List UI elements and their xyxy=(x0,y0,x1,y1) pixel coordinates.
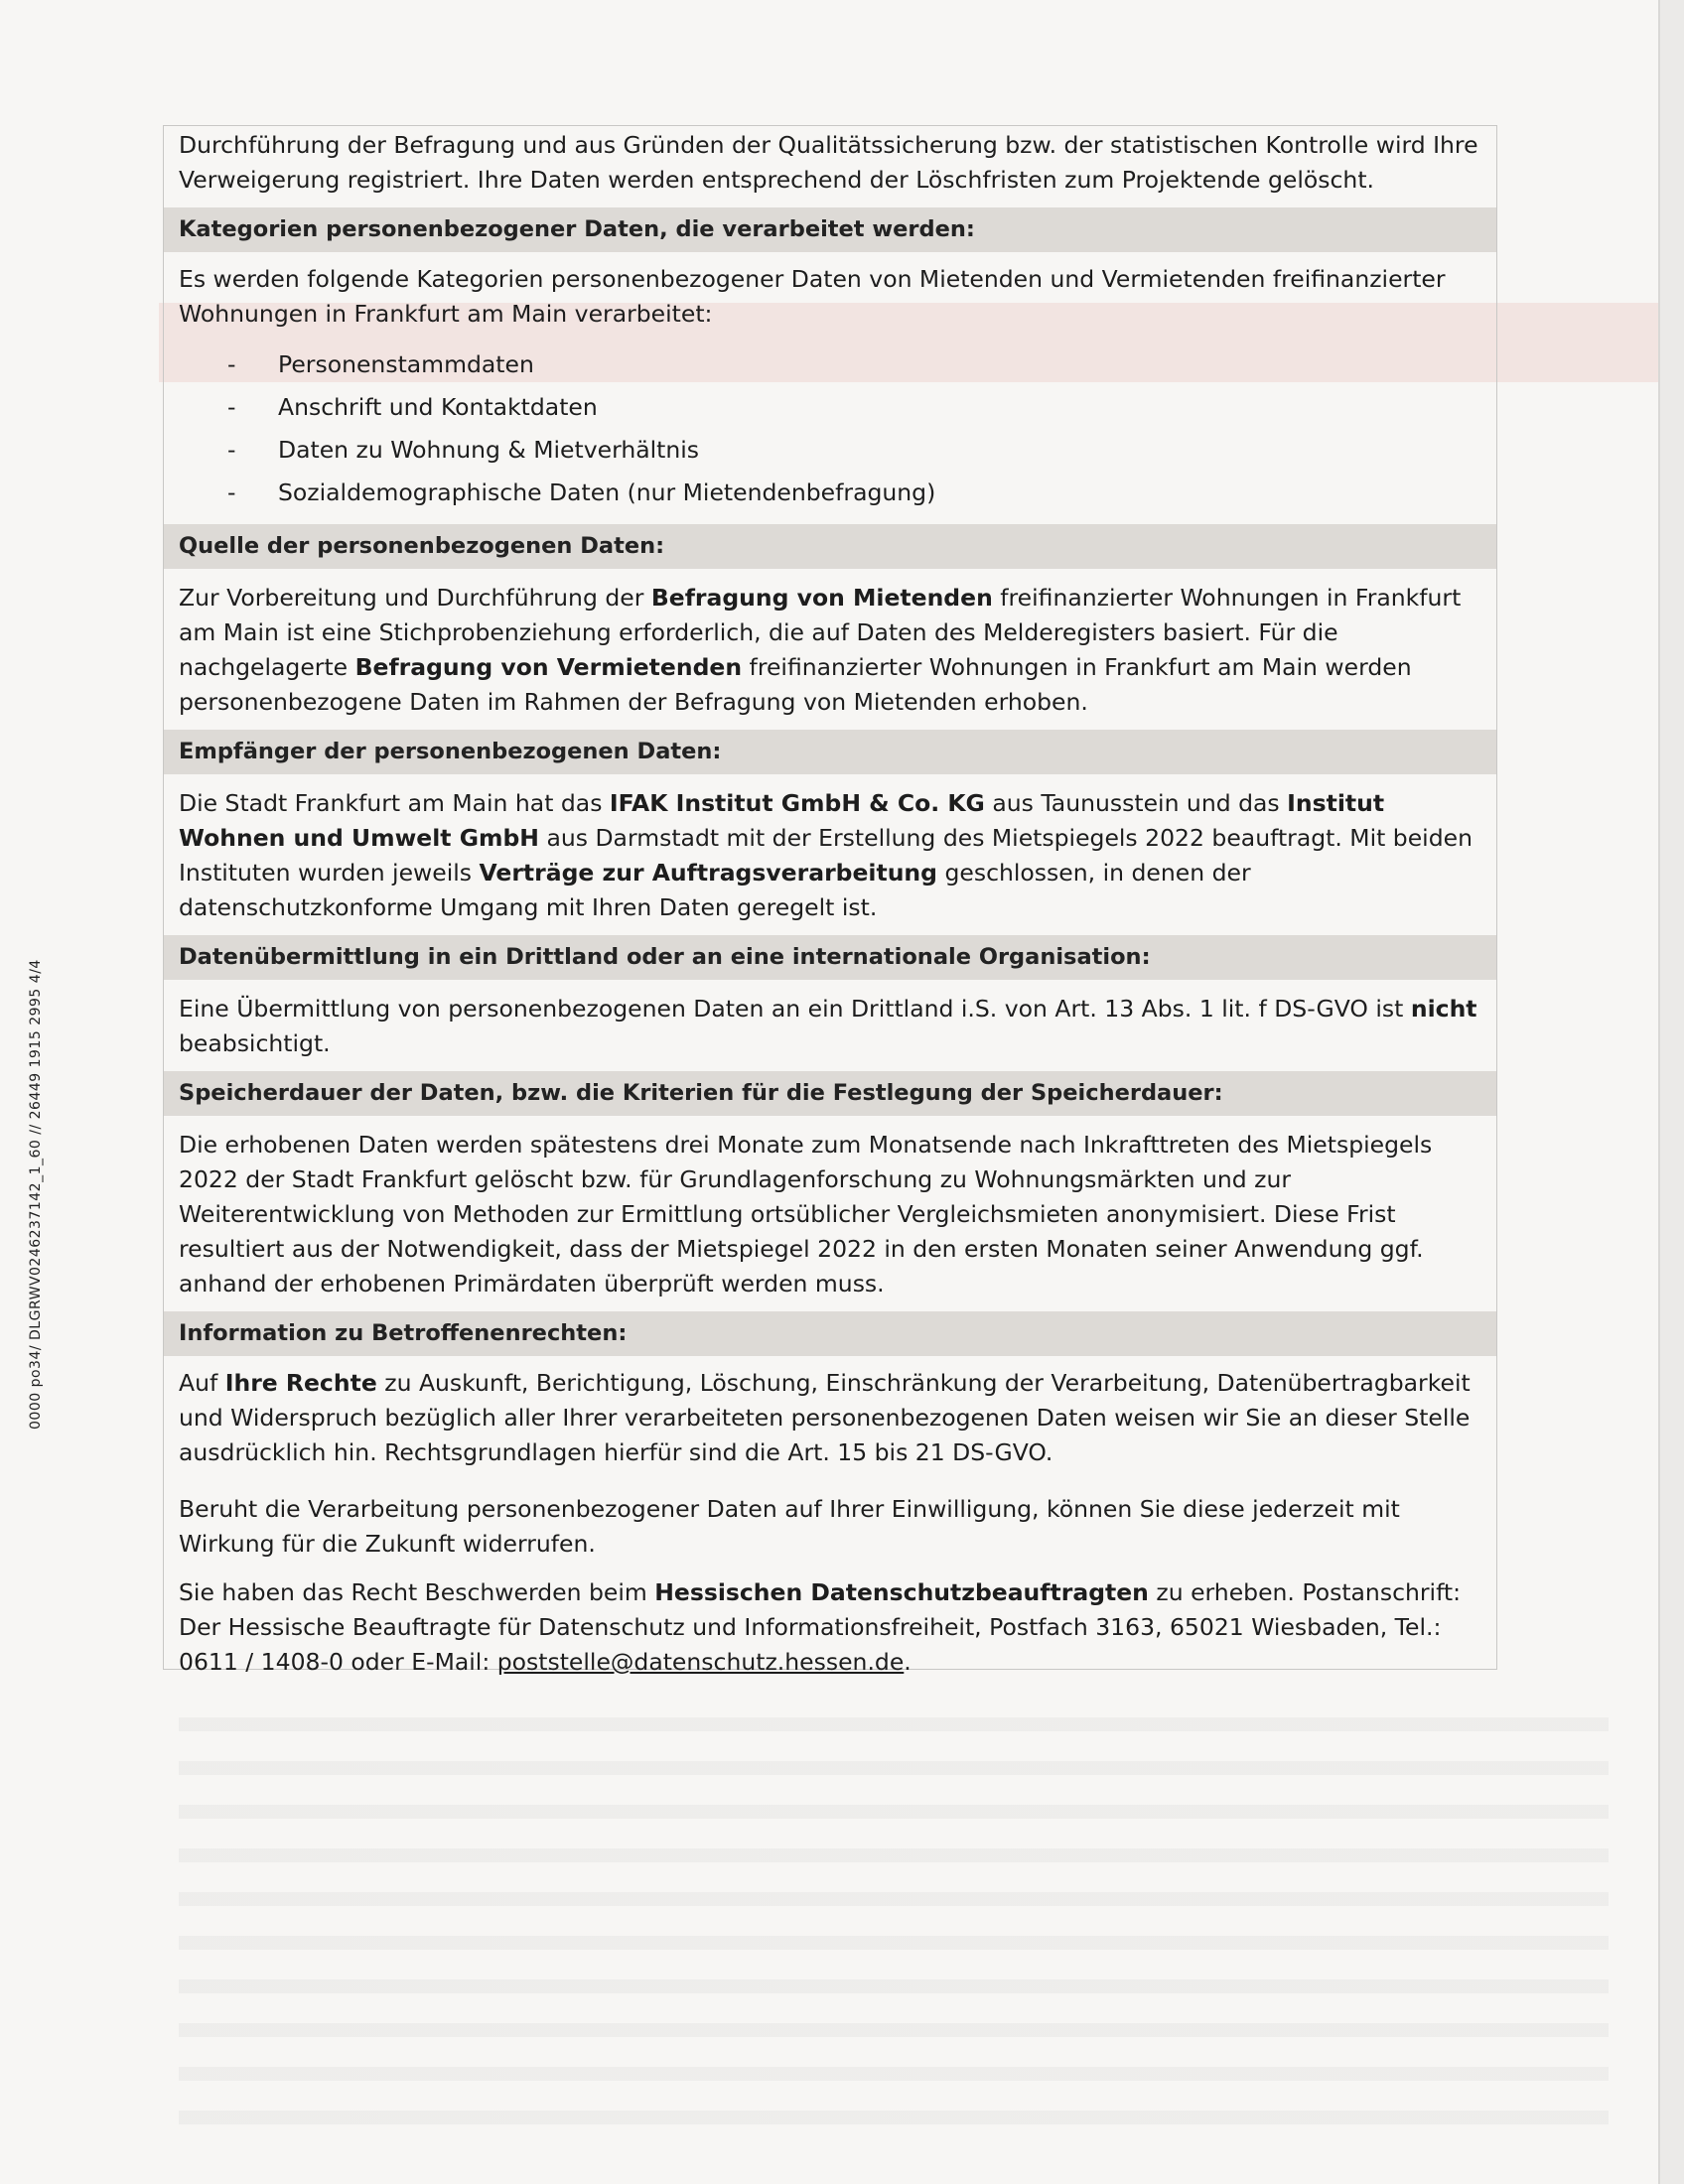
rechte-paragraph-3: Sie haben das Recht Beschwerden beim Hessischen Datenschutzbeauftragten zu erheben. Postanschrift: Der Hessische Beauftragte für Datenschutz und Informationsfreiheit, Postfach 3163, 65021 Wiesbaden, Tel.: 0611 / 1408-0 oder E-Mail: poststelle@datenschutz.hessen.de. xyxy=(179,1578,1462,1676)
list-dash: - xyxy=(227,478,236,506)
intro-paragraph: Durchführung der Befragung und aus Gründen der Qualitätssicherung bzw. der statistischen Kontrolle wird Ihre Verweigerung registriert. Ihre Daten werden entsprechend der Löschfristen zum Projektende gelöscht. xyxy=(179,131,1478,194)
empfaenger-text: Die Stadt Frankfurt am Main hat das IFAK Institut GmbH & Co. KG aus Taunusstein und das Institut Wohnen und Umwelt GmbH aus Darmstadt mit der Erstellung des Mietspiegels 2022 beauftragt. Mit beiden Instituten wurden jeweils Verträge zur Auftragsverarbeitung geschlossen, in denen der datenschutzkonforme Umgang mit Ihren Daten geregelt ist. xyxy=(179,789,1473,921)
list-item-label: Sozialdemographische Daten (nur Mietendenbefragung) xyxy=(278,478,936,506)
list-item-label: Personenstammdaten xyxy=(278,350,534,378)
kategorien-text: Es werden folgende Kategorien personenbezogener Daten von Mietenden und Vermietenden freifinanzierter Wohnungen in Frankfurt am Main verarbeitet: xyxy=(179,265,1446,328)
bold-text: Hessischen Datenschutzbeauftragten xyxy=(654,1578,1149,1606)
rechte-paragraph-2: Beruht die Verarbeitung personenbezogener Daten auf Ihrer Einwilligung, können Sie diese jederzeit mit Wirkung für die Zukunft widerrufen. xyxy=(179,1495,1400,1558)
heading-quelle: Quelle der personenbezogenen Daten: xyxy=(164,524,1496,569)
kategorien-list xyxy=(164,340,1496,524)
bold-text: nicht xyxy=(1410,995,1477,1023)
list-dash: - xyxy=(227,436,236,464)
list-dash: - xyxy=(227,393,236,421)
bleed-through-text xyxy=(179,1688,1609,2134)
bold-text: Verträge zur Auftragsverarbeitung xyxy=(479,859,937,887)
list-item xyxy=(164,343,1496,386)
bold-text: IFAK Institut GmbH & Co. KG xyxy=(609,789,985,817)
privacy-info-content xyxy=(164,126,1496,1680)
heading-kategorien: Kategorien personenbezogener Daten, die verarbeitet werden: xyxy=(164,207,1496,252)
quelle-text: Zur Vorbereitung und Durchführung der Befragung von Mietenden freifinanzierter Wohnungen in Frankfurt am Main ist eine Stichprobenziehung erforderlich, die auf Daten des Melderegisters basiert. Für die nachgelagerte Befragung von Vermietenden freifinanzierter Wohnungen in Frankfurt am Main werden personenbezogene Daten im Rahmen der Befragung von Mietenden erhoben. xyxy=(179,584,1462,716)
heading-speicherdauer: Speicherdauer der Daten, bzw. die Kriterien für die Festlegung der Speicherdauer: xyxy=(164,1071,1496,1116)
list-item-label: Daten zu Wohnung & Mietverhältnis xyxy=(278,436,700,464)
drittland-text: Eine Übermittlung von personenbezogenen Daten an ein Drittland i.S. von Art. 13 Abs. 1 lit. f DS-GVO ist nicht beabsichtigt. xyxy=(179,995,1477,1057)
bold-text: Befragung von Vermietenden xyxy=(354,653,743,681)
heading-rechte: Information zu Betroffenenrechten: xyxy=(164,1311,1496,1356)
rechte-paragraph-1: Auf Ihre Rechte zu Auskunft, Berichtigung, Löschung, Einschränkung der Verarbeitung, Datenübertragbarkeit und Widerspruch bezüglich aller Ihrer verarbeiteten personenbezogenen Daten weisen wir Sie an dieser Stelle ausdrücklich hin. Rechtsgrundlagen hierfür sind die Art. 15 bis 21 DS-GVO. xyxy=(179,1369,1471,1466)
side-reference-code: 0000 po34/ DLGRWV0246237142_1_60 // 26449 1915 2995 4/4 xyxy=(28,959,44,1430)
list-item xyxy=(164,429,1496,472)
list-item xyxy=(164,472,1496,514)
bold-text: Befragung von Mietenden xyxy=(650,584,993,612)
list-dash: - xyxy=(227,350,236,378)
bold-text: Ihre Rechte xyxy=(224,1369,377,1397)
page-edge xyxy=(1658,0,1684,2184)
list-item-label: Anschrift und Kontaktdaten xyxy=(278,393,598,421)
list-item xyxy=(164,386,1496,429)
heading-empfaenger: Empfänger der personenbezogenen Daten: xyxy=(164,730,1496,774)
email-link[interactable]: poststelle@datenschutz.hessen.de xyxy=(496,1648,905,1676)
speicherdauer-text: Die erhobenen Daten werden spätestens drei Monate zum Monatsende nach Inkrafttreten des Mietspiegels 2022 der Stadt Frankfurt gelöscht bzw. für Grundlagenforschung zu Wohnungsmärkten und zur Weiterentwicklung von Methoden zur Ermittlung ortsüblicher Vergleichsmieten anonymisiert. Diese Frist resultiert aus der Notwendigkeit, dass der Mietspiegel 2022 in den ersten Monaten seiner Anwendung ggf. anhand der erhobenen Primärdaten überprüft werden muss. xyxy=(179,1131,1433,1297)
heading-drittland: Datenübermittlung in ein Drittland oder an eine internationale Organisation: xyxy=(164,935,1496,980)
bold-text: Institut Wohnen und Umwelt GmbH xyxy=(179,789,1385,852)
